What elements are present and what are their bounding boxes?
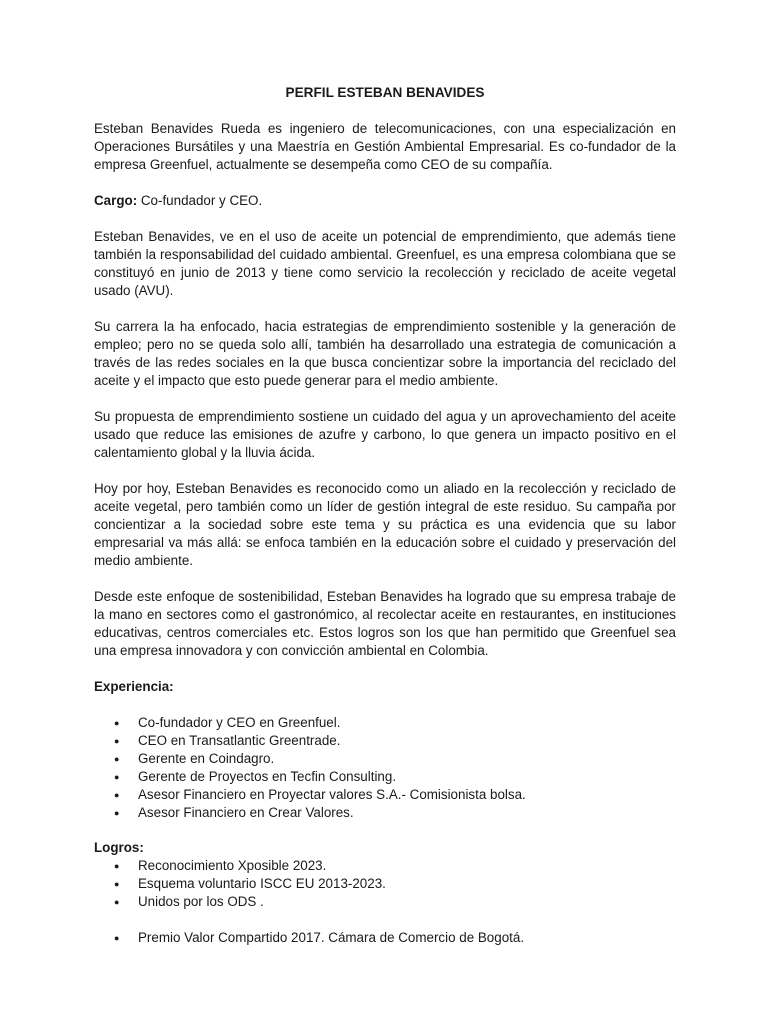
list-item: ● Esquema voluntario ISCC EU 2013-2023.: [94, 875, 676, 893]
cargo-label: Cargo:: [94, 193, 138, 208]
body-paragraph: Hoy por hoy, Esteban Benavides es reconocido como un aliado en la recolección y reciclado de aceite vegetal, pero también como un líder de gestión integral de este residuo. Su campaña por concientizar a la sociedad sobre este tema y su práctica es una evidencia que su labor empresarial va más allá: se enfoca también en la educación sobre el cuidado y preservación del medio ambiente.: [94, 481, 676, 568]
list-item: ● Co-fundador y CEO en Greenfuel.: [94, 714, 676, 732]
list-item: ● CEO en Transatlantic Greentrade.: [94, 732, 676, 750]
list-item: ● Gerente de Proyectos en Tecfin Consulting.: [94, 768, 676, 786]
body-paragraph: Su carrera la ha enfocado, hacia estrategias de emprendimiento sostenible y la generación de empleo; pero no se queda solo allí, también ha desarrollado una estrategia de comunicación a través de las redes sociales en la que busca concientizar sobre la importancia del reciclado del aceite y el impacto que esto puede generar para el medio ambiente.: [94, 319, 676, 388]
body-paragraph: Desde este enfoque de sostenibilidad, Esteban Benavides ha logrado que su empresa trabaje de la mano en sectores como el gastronómico, al recolectar aceite en restaurantes, en instituciones educativas, centros comerciales etc. Estos logros son los que han permitido que Greenfuel sea una empresa innovadora y con convicción ambiental en Colombia.: [94, 589, 676, 658]
list-item: ● Asesor Financiero en Proyectar valores S.A.- Comisionista bolsa.: [94, 786, 676, 804]
experiencia-heading: Experiencia:: [94, 679, 174, 694]
list-item: ● Premio Valor Compartido 2017. Cámara de Comercio de Bogotá.: [94, 929, 676, 947]
list-item: ● Reconocimiento Xposible 2023.: [94, 857, 676, 875]
logros-extra-list: [94, 929, 676, 947]
document-title: PERFIL ESTEBAN BENAVIDES: [285, 85, 485, 100]
list-item: ● Gerente en Coindagro.: [94, 750, 676, 768]
intro-paragraph: Esteban Benavides Rueda es ingeniero de telecomunicaciones, con una especialización en Operaciones Bursátiles y una Maestría en Gestión Ambiental Empresarial. Es co-fundador de la empresa Greenfuel, actualmente se desempeña como CEO de su compañía.: [94, 121, 676, 172]
logros-heading: Logros:: [94, 840, 144, 855]
document-page: [94, 84, 676, 947]
logros-list: [94, 857, 676, 911]
body-paragraph: Su propuesta de emprendimiento sostiene un cuidado del agua y un aprovechamiento del aceite usado que reduce las emisiones de azufre y carbono, lo que genera un impacto positivo en el calentamiento global y la lluvia ácida.: [94, 409, 676, 460]
body-paragraph: Esteban Benavides, ve en el uso de aceite un potencial de emprendimiento, que además tiene también la responsabilidad del cuidado ambiental. Greenfuel, es una empresa colombiana que se constituyó en junio de 2013 y tiene como servicio la recolección y reciclado de aceite vegetal usado (AVU).: [94, 229, 676, 298]
experiencia-list: [94, 714, 676, 822]
cargo-line: [94, 192, 676, 210]
list-item: ● Asesor Financiero en Crear Valores.: [94, 804, 676, 822]
cargo-value: Co-fundador y CEO.: [137, 193, 263, 208]
list-item: ● Unidos por los ODS .: [94, 893, 676, 911]
